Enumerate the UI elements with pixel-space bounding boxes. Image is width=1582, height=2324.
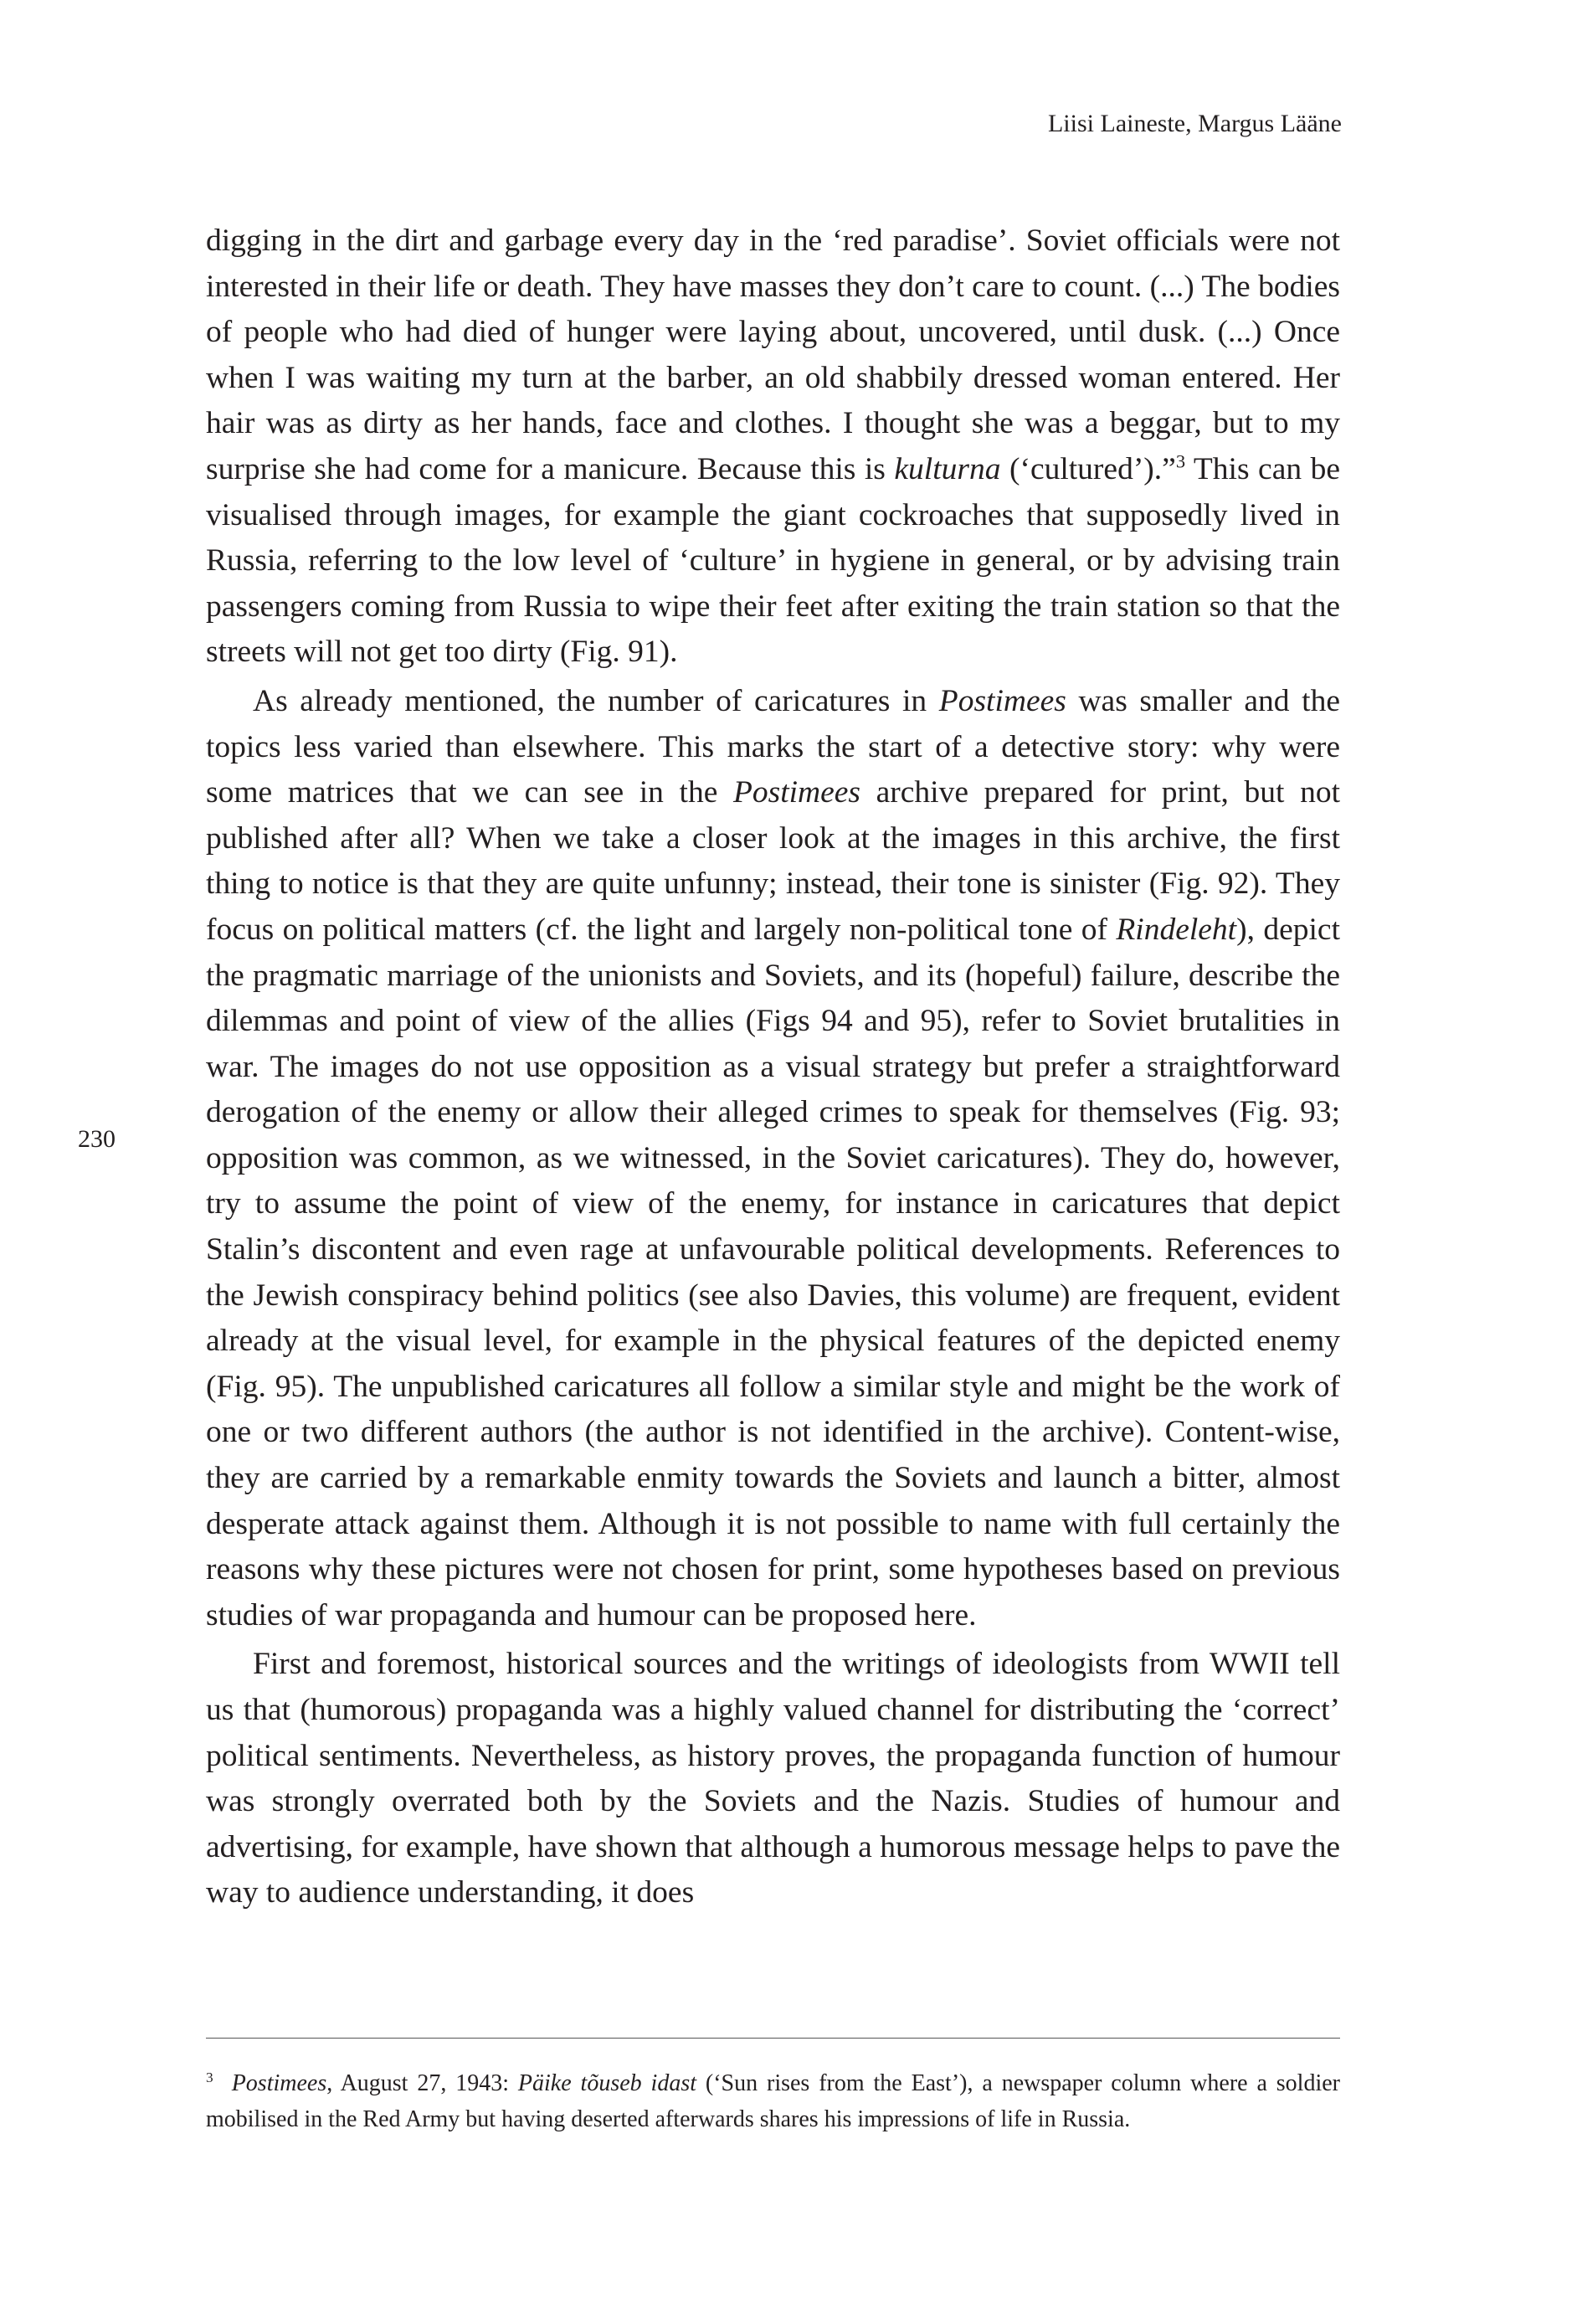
footnotes (206, 2065, 1340, 2137)
text-run: digging in the dirt and garbage every day in the ‘red paradise’. Soviet officials were not interested in their life or death. They have masses they don’t care to count. (...) The bodies of people who had died of hunger were laying about, uncovered, until dusk. (...) Once when I was waiting my turn at the barber, an old shabbily dressed woman entered. Her hair was as dirty as her hands, face and clothes. I thought she was a beggar, but to my surprise she had come for a manicure. Because this is (206, 224, 1340, 486)
text-run: As already mentioned, the number of caricatures in (253, 683, 939, 718)
paragraph-2 (206, 679, 1340, 1638)
text-run: was smaller and the topics less varied than elsewhere. This marks the start of a detective story: why were some matrices that we can see in the (206, 683, 1340, 810)
italic-title: Postimees (732, 775, 861, 810)
footnote-divider (206, 2038, 1340, 2039)
italic-term: kulturna (894, 451, 1001, 486)
paragraph-3 (206, 1642, 1340, 1916)
body-text (206, 219, 1340, 1916)
text-run: (‘Sun rises from the East’), a newspaper column where a soldier mobilised in the Red Army but having deserted afterwards shares his impressions of life in Russia. (206, 2070, 1340, 2132)
text-run: (‘cultured’).” (1000, 451, 1176, 486)
text-run: archive prepared for print, but not published after all? When we take a closer look at the images in this archive, the first thing to notice is that they are quite unfunny; instead, their tone is sinister (Fig. 92). They focus on political matters (cf. the light and largely non-political tone of (206, 775, 1340, 947)
italic-title: Päike tõuseb idast (517, 2070, 696, 2096)
italic-title: Postimees (938, 683, 1066, 718)
paragraph-1 (206, 219, 1340, 676)
running-head: Liisi Laineste, Margus Lääne (1047, 110, 1342, 137)
footnote-mark: 3 (206, 2069, 213, 2085)
text-run: This can be visualised through images, for example the giant cockroaches that supposedly lived in Russia, referring to the low level of ‘culture’ in hygiene in general, or by advising train passengers coming from Russia to wipe their feet after exiting the train station so that the streets will not get too dirty (Fig. 91). (206, 451, 1340, 670)
text-run: ), depict the pragmatic marriage of the unionists and Soviets, and its (hopeful) failure, describe the dilemmas and point of view of the allies (Figs 94 and 95), refer to Soviet brutalities in war. The images do not use opposition as a visual strategy but prefer a straightforward derogation of the enemy or allow their alleged crimes to speak for themselves (Fig. 93; opposition was common, as we witnessed, in the Soviet caricatures). They do, however, try to assume the point of view of the enemy, for instance in caricatures that depict Stalin’s discontent and even rage at unfavourable political developments. References to the Jewish conspiracy behind politics (see also Davies, this volume) are frequent, evident already at the visual level, for example in the physical features of the depicted enemy (Fig. 95). The unpublished caricatures all follow a similar style and might be the work of one or two different authors (the author is not identified in the archive). Content-wise, they are carried by a remarkable enmity towards the Soviets and launch a bitter, almost desperate attack against them. Although it is not possible to name with full certainly the reasons why these pictures were not chosen for print, some hypotheses based on previous studies of war propaganda and humour can be proposed here. (206, 912, 1340, 1632)
text-run: , August 27, 1943: (326, 2070, 518, 2096)
italic-title: Rindeleht (1116, 912, 1237, 947)
page-number: 230 (78, 1125, 116, 1153)
footnote-reference[interactable]: 3 (1175, 450, 1186, 472)
text-run: First and foremost, historical sources and the writings of ideologists from WWII tell us that (humorous) propaganda was a highly valued channel for distributing the ‘correct’ political sentiments. Nevertheless, as history proves, the propaganda function of humour was strongly overrated both by the Soviets and the Nazis. Studies of humour and advertising, for example, have shown that although a humorous message helps to pave the way to audience understanding, it does (206, 1647, 1340, 1910)
italic-title: Postimees (231, 2070, 327, 2096)
footnote-3 (206, 2065, 1340, 2137)
